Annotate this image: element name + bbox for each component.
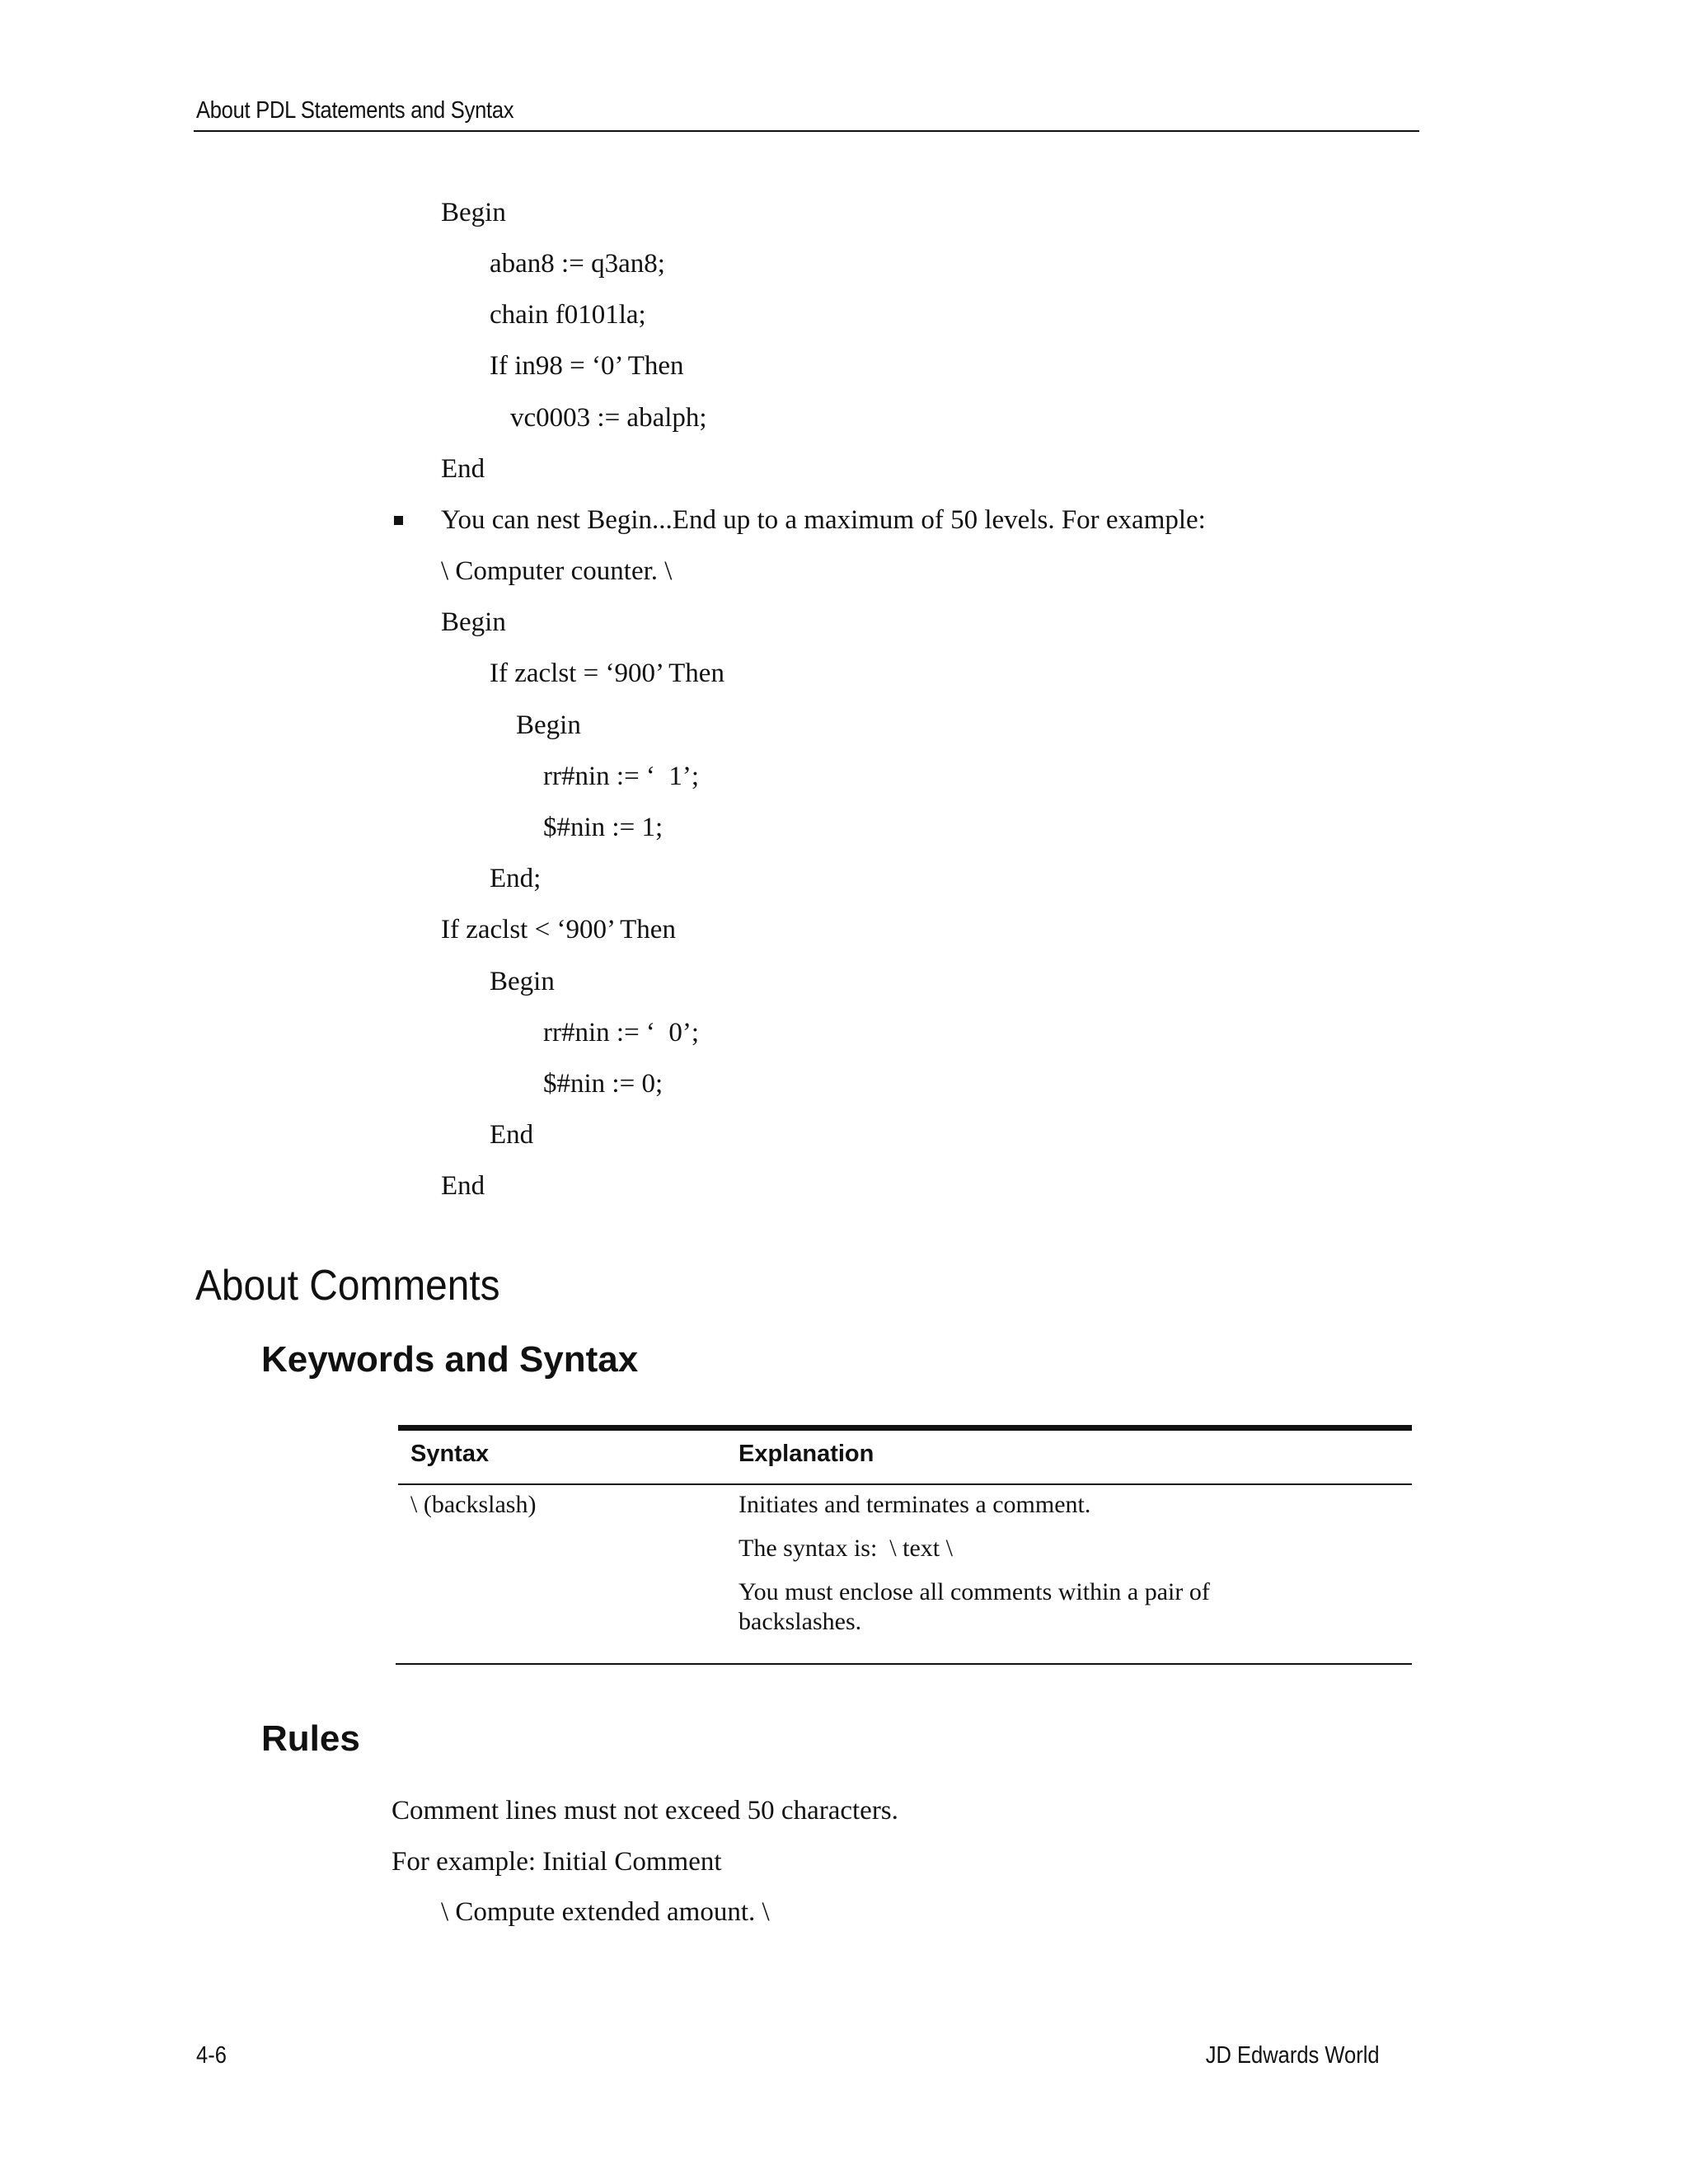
footer-product: JD Edwards World xyxy=(1206,2042,1380,2069)
code-line: rr#nin := ‘ 0’; xyxy=(543,1018,700,1047)
table-header-explanation: Explanation xyxy=(738,1441,874,1467)
code-line: Begin xyxy=(516,710,581,740)
rules-heading: Rules xyxy=(261,1718,360,1759)
code-line: $#nin := 0; xyxy=(543,1069,663,1099)
rules-text: For example: Initial Comment xyxy=(392,1847,722,1877)
bullet-text: You can nest Begin...End up to a maximum of 50 levels. For example: xyxy=(441,505,1206,535)
bullet-marker xyxy=(394,516,403,525)
rules-example: \ Compute extended amount. \ xyxy=(441,1897,770,1927)
table-bottom-rule xyxy=(396,1663,1412,1665)
code-line: $#nin := 1; xyxy=(543,813,663,842)
table-cell-syntax: \ (backslash) xyxy=(410,1491,537,1518)
code-line: If zaclst = ‘900’ Then xyxy=(490,658,724,688)
keywords-heading: Keywords and Syntax xyxy=(261,1339,639,1380)
code-line: chain f0101la; xyxy=(490,300,646,330)
table-header-syntax: Syntax xyxy=(410,1441,490,1467)
code-line: End xyxy=(441,1171,485,1201)
table-cell-explanation: You must enclose all comments within a pair of backslashes. xyxy=(738,1578,1210,1635)
code-line: End; xyxy=(490,864,542,893)
page-number: 4-6 xyxy=(196,2042,227,2069)
code-line: End xyxy=(490,1120,534,1150)
code-line: Begin xyxy=(441,607,506,637)
section-title: About Comments xyxy=(195,1262,500,1310)
code-line: Begin xyxy=(441,198,506,227)
code-line: Begin xyxy=(490,967,555,996)
code-line: \ Computer counter. \ xyxy=(441,556,673,586)
table-cell-explanation: The syntax is: \ text \ xyxy=(738,1535,953,1562)
code-line: End xyxy=(441,454,485,484)
code-line: rr#nin := ‘ 1’; xyxy=(543,762,700,791)
code-line: vc0003 := abalph; xyxy=(510,403,707,433)
code-line: aban8 := q3an8; xyxy=(490,249,665,279)
rules-text: Comment lines must not exceed 50 characters. xyxy=(392,1796,898,1825)
table-cell-explanation: Initiates and terminates a comment. xyxy=(738,1491,1091,1518)
code-line: If in98 = ‘0’ Then xyxy=(490,351,684,381)
running-header: About PDL Statements and Syntax xyxy=(196,97,514,124)
header-rule xyxy=(194,130,1419,132)
table-top-rule xyxy=(398,1425,1412,1431)
table-header-rule xyxy=(398,1483,1412,1485)
code-line: If zaclst < ‘900’ Then xyxy=(441,915,676,944)
